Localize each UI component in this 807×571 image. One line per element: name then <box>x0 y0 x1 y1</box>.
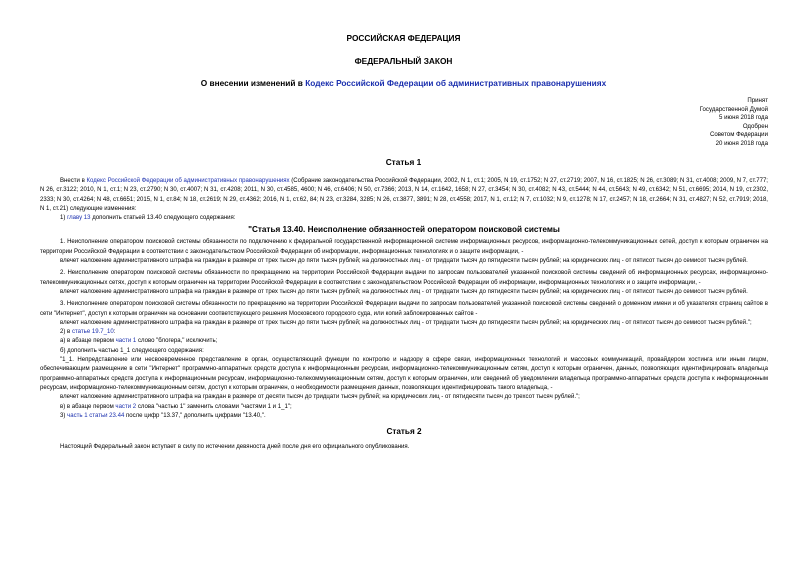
subitem-b: б) дополнить частью 1_1 следующего содержания: <box>60 347 204 354</box>
subitem-a-prefix: а) в абзаце первом <box>60 338 116 345</box>
adoption-line: Одобрен <box>742 122 768 130</box>
part-2-penalty: влечет наложение административного штрафа на граждан в размере от трех тысяч до пяти тысяч рублей; на должностных лиц - от тридцати тысяч до пятидесяти тысяч рублей; на юридических лиц - от пятисот тысяч до семисот тысяч рублей. <box>60 288 748 295</box>
adoption-date: 20 июня 2018 года <box>715 139 768 147</box>
item-3-text: после цифр "13.37," дополнить цифрами "13.40,". <box>124 412 266 419</box>
article-1-body <box>40 177 768 452</box>
article-1-intro <box>40 177 768 214</box>
adoption-line: Принят <box>747 97 768 104</box>
item-1 <box>40 214 768 223</box>
part-2-link[interactable]: части 2 <box>115 403 137 410</box>
new-article-title: "Статья 13.40. Неисполнение обязанностей оператором поисковой системы <box>248 225 560 235</box>
item-1-prefix: 1) <box>60 215 68 222</box>
adoption-date: 5 июня 2018 года <box>719 114 768 122</box>
item-2-text: : <box>113 329 116 336</box>
subitem-v-text: слова "частью 1" заменить словами "частями 1 и 1_1"; <box>136 403 292 410</box>
adoption-line: Советом Федерации <box>709 131 768 139</box>
code-link[interactable]: Кодекс Российской Федерации об административных правонарушениях <box>86 178 290 184</box>
adoption-block <box>600 97 768 149</box>
subitem-a <box>40 337 768 346</box>
intro-text: (Собрание законодательства Российской Федерации, 2002, N 1, ст.1; 2005, N 19, ст.1752; N 27, ст.2719; 2007, N 16, ст.1825; N 26, ст.3089; N 31, ст.4008; 2009, N 7, ст.777; N 26, ст.3122; 2010, N 1, ст.1; N 23, ст.2790; N 30, ст.4007; N 31, ст.4208; 2011, N 30, ст.4585, 4600; N 46, ст.6406; N 50, ст.7366; 2013, N 14, ст.1642, 1658; N 27, ст.3454; N 30, ст.4082; N 43, ст.5444; N 44, ст.5643; N 49, ст.6342; N 51, ст.6695; 2014, N 19, ст.2302, 2333; N 30, ст.4264; N 48, ст.6651; 2015, N 1, ст.84; N 18, ст.2619; N 29, ст.4362; 2016, N 1, ст.62, 84; N 23, ст.3284, 3285; N 26, ст.3877, 3891; N 28, ст.4558; 2017, N 1, ст.12; N 7, ст.1032; N 9, ст.1278; N 17, ст.2457; N 18, ст.2664; N 31, ст.4827; N 52, ст.7919; 2018, N 1, ст.21) следующие изменения: <box>40 178 768 212</box>
intro-prefix: Внести в <box>60 178 87 184</box>
country-heading: РОССИЙСКАЯ ФЕДЕРАЦИЯ <box>346 33 461 43</box>
part-1-1-penalty: влечет наложение административного штрафа на граждан в размере от десяти тысяч до тридцати тысяч рублей; на юридических лиц - от пятидесяти тысяч до трехсот тысяч рублей."; <box>60 394 580 401</box>
part-1-1-text: "1_1. Непредставление или несвоевременное представление в орган, осуществляющий функции по контролю и надзору в сфере связи, информационных технологий и массовых коммуникаций, провайдером хостинга или иным лицом, обеспечивающим размещение в сети "Интернет" программно-аппаратных средств доступа к информационным ресурсам, информационно-телекоммуникационным сетям, доступ к которым ограничен, данных, позволяющих идентифицировать владельца программно-аппаратных средств доступа к информационным ресурсам, информационно-телекоммуникационным сетям, доступ к которым ограничен, или сведений об уведомлении владельца программно-аппаратных средств доступа к информационным ресурсам, информационно-телекоммуникационным сетям, доступ к которым ограничен, о необходимости размещения данных, позволяющих идентифицировать такого владельца, - <box>40 357 768 391</box>
part-2-text: 2. Неисполнение оператором поисковой системы обязанности по прекращению на территории Российской Федерации выдачи по запросам пользователей указанной поисковой системы сведений об информационных ресурсах, информационно-телекоммуникационных сетях, доступ к которым ограничен на территории Российской Федерации в соответствии с законодательством Российской Федерации об информации, информационных технологиях и о защите информации, - <box>40 270 768 286</box>
article-2-text: Настоящий Федеральный закон вступает в силу по истечении девяноста дней после дня его официального опубликования. <box>60 444 410 451</box>
part-1-penalty: влечет наложение административного штрафа на граждан в размере от трех тысяч до пяти тысяч рублей; на должностных лиц - от тридцати тысяч до пятидесяти тысяч рублей; на юридических лиц - от пятисот тысяч до семисот тысяч рублей. <box>60 258 748 265</box>
item-3-prefix: 3) <box>60 412 68 419</box>
subitem-a-text: слово "блогера," исключить; <box>136 338 218 345</box>
subitem-v-prefix: в) в абзаце первом <box>60 403 116 410</box>
chapter-13-link[interactable]: главу 13 <box>67 215 91 222</box>
article-1-heading: Статья 1 <box>385 157 422 167</box>
law-title <box>0 78 807 88</box>
part-3-penalty: влечет наложение административного штрафа на граждан в размере от трех тысяч до пяти тысяч рублей; на должностных лиц - от тридцати тысяч до пятидесяти тысяч рублей; на юридических лиц - от пятисот тысяч до семисот тысяч рублей."; <box>60 319 752 326</box>
part-1-link[interactable]: части 1 <box>115 338 137 345</box>
article-19-7-10-link[interactable]: статье 19.7_10 <box>71 329 114 336</box>
subitem-v <box>40 403 768 412</box>
law-type-heading: ФЕДЕРАЛЬНЫЙ ЗАКОН <box>354 56 453 66</box>
article-2-heading: Статья 2 <box>386 427 422 437</box>
item-2-prefix: 2) в <box>60 329 72 336</box>
law-title-prefix: О внесении изменений в <box>200 78 306 88</box>
item-2 <box>40 328 768 337</box>
article-23-44-link[interactable]: часть 1 статьи 23.44 <box>67 412 125 419</box>
part-1-text: 1. Неисполнение оператором поисковой системы обязанности по подключению к федеральной государственной информационной системе информационных ресурсов, информационно-телекоммуникационных сетей, доступ к которым ограничен на территории Российской Федерации в соответствии с законодательством Российской Федерации об информации, информационных технологиях и о защите информации, - <box>40 239 768 255</box>
item-3 <box>40 412 768 421</box>
adoption-line: Государственной Думой <box>699 105 768 113</box>
law-title-link[interactable]: Кодекс Российской Федерации об административных правонарушениях <box>305 78 607 88</box>
item-1-text: дополнить статьей 13.40 следующего содержания: <box>90 215 236 222</box>
part-3-text: 3. Неисполнение оператором поисковой системы обязанности по прекращению на территории Российской Федерации выдачи по запросам пользователей указанной поисковой системы сведений о доменном имени и об указателях страниц сайтов в сети "Интернет", доступ к которым ограничен на основании соответствующего решения Московского городского суда, или копий заблокированных сайтов - <box>40 301 768 317</box>
